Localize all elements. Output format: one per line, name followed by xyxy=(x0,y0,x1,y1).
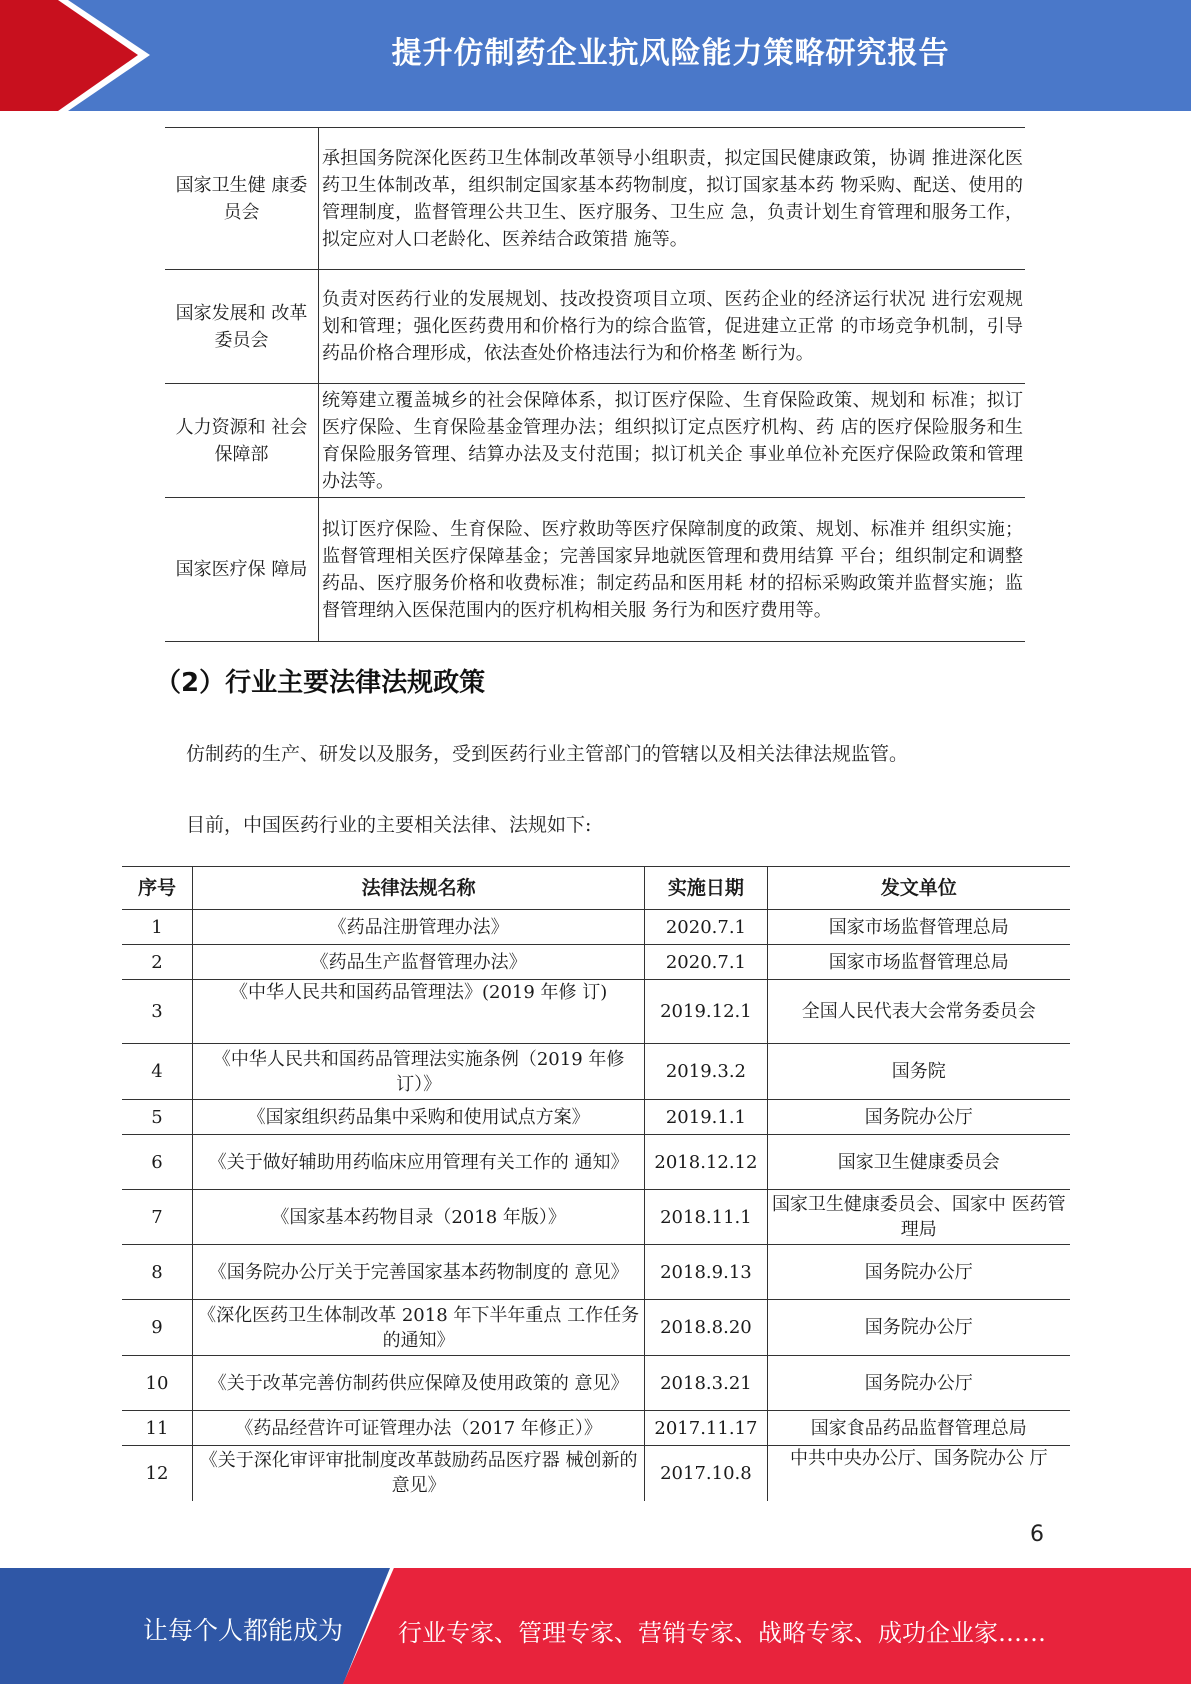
effective-date: 2017.11.17 xyxy=(645,1411,767,1446)
law-name: 《药品注册管理办法》 xyxy=(193,910,645,945)
law-table xyxy=(122,866,1070,1501)
law-name: 《深化医药卫生体制改革 2018 年下半年重点 工作任务的通知》 xyxy=(193,1300,645,1356)
section-heading: （2）行业主要法律法规政策 xyxy=(155,668,486,698)
footer-slogan-left: 让每个人都能成为 xyxy=(143,1616,344,1645)
issuing-body: 全国人民代表大会常务委员会 xyxy=(767,980,1070,1044)
row-number: 9 xyxy=(122,1300,193,1356)
law-name: 《关于改革完善仿制药供应保障及使用政策的 意见》 xyxy=(193,1356,645,1411)
effective-date: 2020.7.1 xyxy=(645,910,767,945)
law-name: 《中华人民共和国药品管理法》(2019 年修 订) xyxy=(193,980,645,1044)
effective-date: 2020.7.1 xyxy=(645,945,767,980)
row-number: 1 xyxy=(122,910,193,945)
column-header: 实施日期 xyxy=(645,867,767,910)
department-duties: 承担国务院深化医药卫生体制改革领导小组职责，拟定国民健康政策，协调 推进深化医药卫生体制改革，组织制定国家基本药物制度，拟订国家基本药 物采购、配送、使用的管理制度，监督管理公共卫生、医疗服务、卫生应 急，负责计划生育管理和服务工作，拟定应对人口老龄化、医养结合政策措 施等。 xyxy=(319,128,1026,270)
issuing-body: 国家卫生健康委员会 xyxy=(767,1135,1070,1190)
issuing-body: 国家市场监督管理总局 xyxy=(767,910,1070,945)
table-row xyxy=(122,980,1070,1044)
table-row xyxy=(165,128,1025,270)
law-name: 《国家组织药品集中采购和使用试点方案》 xyxy=(193,1100,645,1135)
law-name: 《国务院办公厅关于完善国家基本药物制度的 意见》 xyxy=(193,1245,645,1300)
table-row xyxy=(165,384,1025,498)
issuing-body: 国务院 xyxy=(767,1044,1070,1100)
department-name: 人力资源和 社会保障部 xyxy=(165,384,319,498)
law-name: 《药品经营许可证管理办法（2017 年修正）》 xyxy=(193,1411,645,1446)
paragraph: 仿制药的生产、研发以及服务，受到医药行业主管部门的管辖以及相关法律法规监管。 xyxy=(186,743,909,765)
row-number: 4 xyxy=(122,1044,193,1100)
table-row xyxy=(122,1300,1070,1356)
page-number: 6 xyxy=(1030,1522,1044,1547)
issuing-body: 国务院办公厅 xyxy=(767,1245,1070,1300)
row-number: 7 xyxy=(122,1190,193,1245)
table-header-row xyxy=(122,867,1070,910)
table-row xyxy=(122,1245,1070,1300)
effective-date: 2018.11.1 xyxy=(645,1190,767,1245)
row-number: 6 xyxy=(122,1135,193,1190)
effective-date: 2017.10.8 xyxy=(645,1446,767,1501)
effective-date: 2018.12.12 xyxy=(645,1135,767,1190)
issuing-body: 国务院办公厅 xyxy=(767,1100,1070,1135)
paragraph: 目前，中国医药行业的主要相关法律、法规如下: xyxy=(186,814,592,836)
column-header: 法律法规名称 xyxy=(193,867,645,910)
document-title: 提升仿制药企业抗风险能力策略研究报告 xyxy=(391,36,950,71)
department-table xyxy=(165,127,1025,642)
issuing-body: 国家市场监督管理总局 xyxy=(767,945,1070,980)
row-number: 11 xyxy=(122,1411,193,1446)
law-name: 《国家基本药物目录（2018 年版）》 xyxy=(193,1190,645,1245)
table-row xyxy=(165,270,1025,384)
row-number: 8 xyxy=(122,1245,193,1300)
department-name: 国家发展和 改革委员会 xyxy=(165,270,319,384)
table-row xyxy=(122,1100,1070,1135)
issuing-body: 中共中央办公厅、国务院办公 厅 xyxy=(767,1446,1070,1501)
row-number: 3 xyxy=(122,980,193,1044)
column-header: 发文单位 xyxy=(767,867,1070,910)
effective-date: 2019.1.1 xyxy=(645,1100,767,1135)
table-row xyxy=(122,1411,1070,1446)
column-header: 序号 xyxy=(122,867,193,910)
department-duties: 拟订医疗保险、生育保险、医疗救助等医疗保障制度的政策、规划、标准并 组织实施；监督管理相关医疗保障基金；完善国家异地就医管理和费用结算 平台；组织制定和调整药品、医疗服务价格和收费标准；制定药品和医用耗 材的招标采购政策并监督实施；监督管理纳入医保范围内的医疗机构相关服 务行为和医疗费用等。 xyxy=(319,498,1026,642)
effective-date: 2019.12.1 xyxy=(645,980,767,1044)
table-row xyxy=(122,945,1070,980)
row-number: 2 xyxy=(122,945,193,980)
issuing-body: 国务院办公厅 xyxy=(767,1356,1070,1411)
issuing-body: 国家食品药品监督管理总局 xyxy=(767,1411,1070,1446)
department-name: 国家卫生健 康委员会 xyxy=(165,128,319,270)
issuing-body: 国家卫生健康委员会、国家中 医药管理局 xyxy=(767,1190,1070,1245)
row-number: 10 xyxy=(122,1356,193,1411)
row-number: 12 xyxy=(122,1446,193,1501)
effective-date: 2018.8.20 xyxy=(645,1300,767,1356)
red-chevron-logo-icon xyxy=(0,0,150,111)
effective-date: 2019.3.2 xyxy=(645,1044,767,1100)
law-name: 《中华人民共和国药品管理法实施条例（2019 年修订）》 xyxy=(193,1044,645,1100)
header-bar xyxy=(0,0,1191,111)
table-row xyxy=(122,1446,1070,1501)
table-row xyxy=(165,498,1025,642)
footer-banner xyxy=(0,1568,1191,1684)
law-name: 《关于深化审评审批制度改革鼓励药品医疗器 械创新的意见》 xyxy=(193,1446,645,1501)
department-duties: 负责对医药行业的发展规划、技改投资项目立项、医药企业的经济运行状况 进行宏观规划和管理；强化医药费用和价格行为的综合监管，促进建立正常 的市场竞争机制，引导药品价格合理形成，依法查处价格违法行为和价格垄 断行为。 xyxy=(319,270,1026,384)
row-number: 5 xyxy=(122,1100,193,1135)
issuing-body: 国务院办公厅 xyxy=(767,1300,1070,1356)
table-row xyxy=(122,1190,1070,1245)
table-row xyxy=(122,1044,1070,1100)
table-row xyxy=(122,910,1070,945)
table-row xyxy=(122,1135,1070,1190)
effective-date: 2018.9.13 xyxy=(645,1245,767,1300)
table-row xyxy=(122,1356,1070,1411)
law-name: 《药品生产监督管理办法》 xyxy=(193,945,645,980)
effective-date: 2018.3.21 xyxy=(645,1356,767,1411)
department-duties: 统筹建立覆盖城乡的社会保障体系，拟订医疗保险、生育保险政策、规划和 标准；拟订医疗保险、生育保险基金管理办法；组织拟订定点医疗机构、药 店的医疗保险服务和生育保险服务管理、结算办法及支付范围；拟订机关企 事业单位补充医疗保险政策和管理办法等。 xyxy=(319,384,1026,498)
law-name: 《关于做好辅助用药临床应用管理有关工作的 通知》 xyxy=(193,1135,645,1190)
department-name: 国家医疗保 障局 xyxy=(165,498,319,642)
footer-slogan-right: 行业专家、管理专家、营销专家、战略专家、成功企业家…… xyxy=(398,1619,1046,1647)
